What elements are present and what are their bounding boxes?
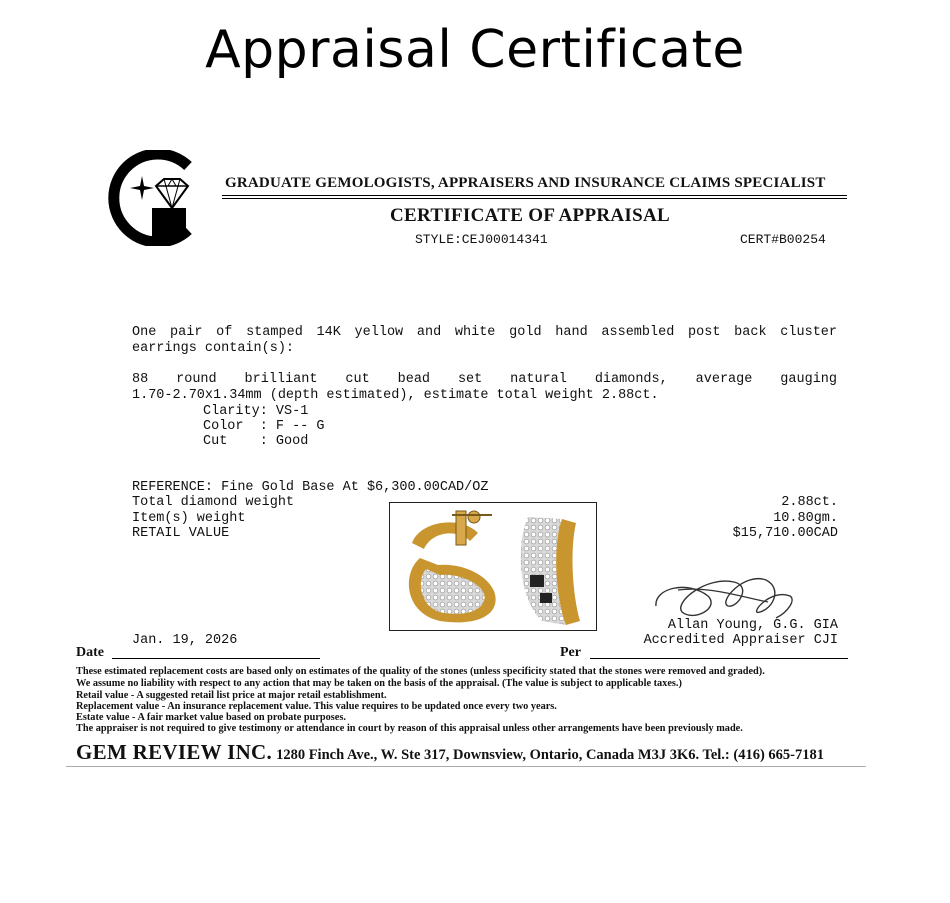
cut-grade: Cut : Good xyxy=(203,434,309,449)
company-address: 1280 Finch Ave., W. Ste 317, Downsview, Ontario, Canada M3J 3K6. Tel.: (416) 665-7181 xyxy=(276,747,824,763)
footer-rule xyxy=(66,766,866,767)
company-name: GEM REVIEW INC. xyxy=(76,740,273,764)
earrings-photo xyxy=(389,502,597,631)
per-label: Per xyxy=(560,645,581,660)
fine-print-line: We assume no liability with respect to any action that may be taken on the basis of the appraisal. (The value is subject to applicable taxes.) xyxy=(76,678,682,689)
fine-print-line: The appraiser is not required to give testimony or attendance in court by reason of this appraisal unless other arrangements have been previously made. xyxy=(76,723,743,734)
retail-value-amount: $15,710.00CAD xyxy=(732,526,838,541)
company-footer xyxy=(76,740,824,765)
header-tagline: GRADUATE GEMOLOGISTS, APPRAISERS AND INSURANCE CLAIMS SPECIALIST xyxy=(225,175,826,191)
appraiser-name: Allan Young, G.G. GIA xyxy=(667,618,838,633)
appraisal-date: Jan. 19, 2026 xyxy=(132,633,238,648)
fine-print-line: Retail value - A suggested retail list price at major retail establishment. xyxy=(76,690,387,701)
retail-value-label: RETAIL VALUE xyxy=(132,526,230,541)
description-line-3: 88 round brilliant cut bead set natural diamonds, average gauging xyxy=(132,372,837,387)
total-weight-label: Total diamond weight xyxy=(132,495,295,510)
per-line xyxy=(590,658,848,659)
item-weight-label: Item(s) weight xyxy=(132,511,246,526)
header-rule-bottom xyxy=(222,198,847,199)
style-number: STYLE:CEJ00014341 xyxy=(415,232,548,247)
item-weight-value: 10.80gm. xyxy=(773,511,838,526)
date-line xyxy=(112,658,320,659)
color-grade: Color : F -- G xyxy=(203,419,325,434)
appraiser-title: Accredited Appraiser CJI xyxy=(643,633,838,648)
description-line-2: earrings contain(s): xyxy=(132,341,295,356)
description-line-4: 1.70-2.70x1.34mm (depth estimated), estimate total weight 2.88ct. xyxy=(132,388,659,403)
fine-print-line: Replacement value - An insurance replacement value. This value requires to be updated once every two years. xyxy=(76,701,557,712)
clarity-grade: Clarity: VS-1 xyxy=(203,404,309,419)
page-title: Appraisal Certificate xyxy=(205,20,745,80)
certificate-number: CERT#B00254 xyxy=(740,232,826,247)
description-line-1: One pair of stamped 14K yellow and white gold hand assembled post back cluster xyxy=(132,325,837,340)
fine-print-line: These estimated replacement costs are based only on estimates of the quality of the stones (unless specificity stated that the stones were removed and graded). xyxy=(76,666,765,677)
fine-print-line: Estate value - A fair market value based on probate purposes. xyxy=(76,712,346,723)
reference-line: REFERENCE: Fine Gold Base At $6,300.00CAD/OZ xyxy=(132,480,489,495)
company-logo xyxy=(104,150,196,246)
certificate-title: CERTIFICATE OF APPRAISAL xyxy=(390,205,670,226)
date-label: Date xyxy=(76,645,104,660)
total-weight-value: 2.88ct. xyxy=(781,495,838,510)
gem-logo-icon xyxy=(104,150,196,246)
earrings-image-icon xyxy=(390,503,596,630)
header-rule-top xyxy=(222,195,847,196)
